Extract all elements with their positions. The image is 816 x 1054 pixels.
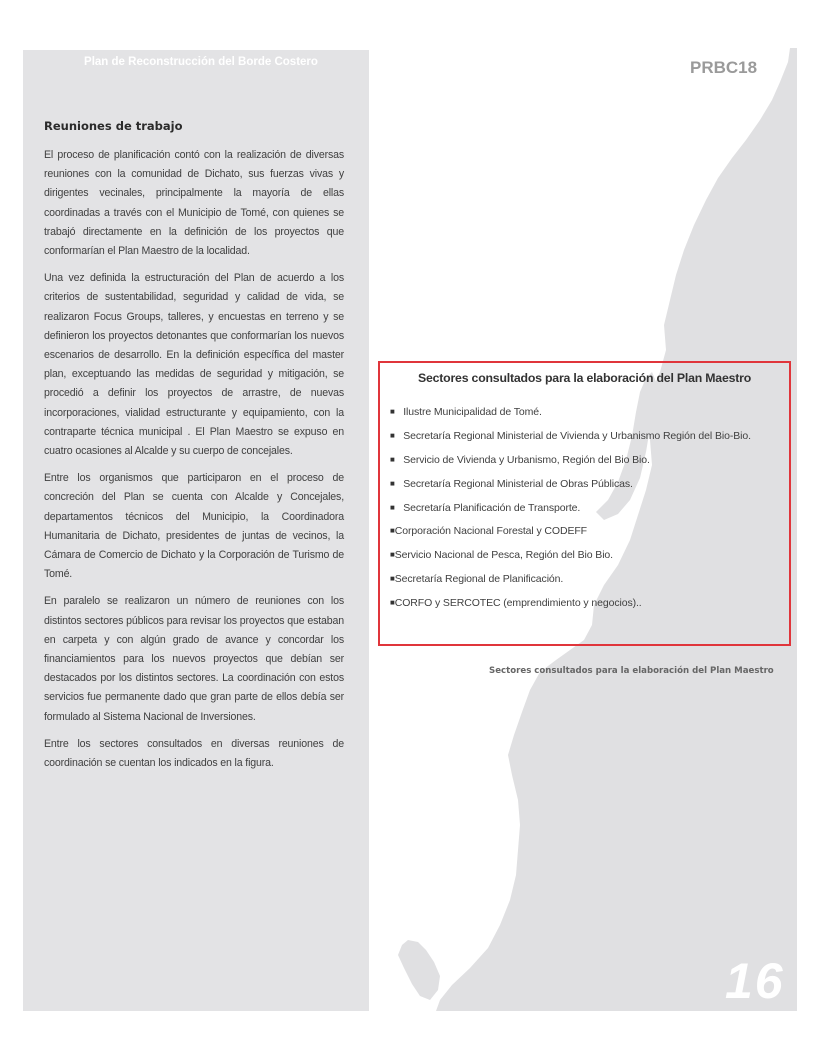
paragraph: Una vez definida la estructuración del Plan de acuerdo a los criterios de sustentabilidad, seguridad y calidad de vida, se realizaron Focus Groups, talleres, y encuestas en terreno y se definieron los proyectos detonantes que conformarían los nuevos escenarios de desarrollo. En la definición específica del master plan, exceptuando las medidas de seguridad y mitigación, se procedió a definir los proyectos de arrastre, de nuevas incorporaciones, vialidad estructurante y equipamiento, con la contraparte técnica municipal . El Plan Maestro se expuso en cuatro ocasiones al Alcalde y su cuerpo de concejales. <box>44 272 344 458</box>
list-item: ■Corporación Nacional Forestal y CODEFF <box>390 525 587 538</box>
document-title: Plan de Reconstrucción del Borde Costero <box>84 56 318 68</box>
list-item: ■ Servicio de Vivienda y Urbanismo, Región del Bio Bio. <box>390 453 650 466</box>
consulted-sectors-box <box>378 361 791 646</box>
list-item: ■ Secretaría Planificación de Transporte. <box>390 501 581 514</box>
island <box>398 940 440 1000</box>
list-item: ■Servicio Nacional de Pesca, Región del Bio Bio. <box>390 549 613 562</box>
list-item: ■ Ilustre Municipalidad de Tomé. <box>390 406 542 418</box>
paragraph: Entre los sectores consultados en diversas reuniones de coordinación se cuentan los indicados en la figura. <box>44 737 344 770</box>
paragraph: En paralelo se realizaron un número de reuniones con los distintos sectores públicos para revisar los proyectos que estaban en carpeta y con algún grado de avance y concordar los financiamientos para los nuevos proyectos que debían ser destacados por los distintos sectores. La coordinación con estos servicios fue permanente dado que gran parte de ellos debía ser formulado al Sistema Nacional de Inversiones. <box>44 595 344 723</box>
bullet-icon: ■ <box>390 550 395 560</box>
document-code: PRBC18 <box>690 58 758 77</box>
bullet-icon: ■ <box>390 407 395 416</box>
bullet-icon: ■ <box>390 502 395 512</box>
body-text <box>44 146 344 781</box>
page-number: 16 <box>725 953 785 1009</box>
figure-caption: Sectores consultados para la elaboración del Plan Maestro <box>489 666 774 676</box>
section-heading: Reuniones de trabajo <box>44 119 183 133</box>
list-item: ■ Secretaría Regional Ministerial de Vivienda y Urbanismo Región del Bio-Bio. <box>390 429 751 442</box>
box-title: Sectores consultados para la elaboración del Plan Maestro <box>417 371 752 385</box>
bullet-icon: ■ <box>390 598 395 608</box>
list-item: ■ Secretaría Regional Ministerial de Obras Públicas. <box>390 477 633 490</box>
paragraph: Entre los organismos que participaron en el proceso de concreción del Plan se cuenta con Alcalde y Concejales, departamentos técnicos del Municipio, la Coordinadora Humanitaria de Dichato, presidentes de juntas de vecinos, la Cámara de Comercio de Dichato y la Corporación de Turismo de Tomé. <box>44 472 344 581</box>
list-item: ■Secretaría Regional de Planificación. <box>390 573 564 586</box>
bullet-icon: ■ <box>390 574 395 584</box>
text-panel <box>23 50 369 1011</box>
bullet-icon: ■ <box>390 430 395 440</box>
list-item: ■CORFO y SERCOTEC (emprendimiento y negocios).. <box>390 597 642 610</box>
paragraph: El proceso de planificación contó con la realización de diversas reuniones con la comunidad de Dichato, sus fuerzas vivas y dirigentes vecinales, principalmente la mayoría de ellas coordinadas a través con el Municipio de Tomé, con quienes se trabajó directamente en la definición de los proyectos que conformarían el Plan Maestro de la localidad. <box>44 149 344 258</box>
bullet-icon: ■ <box>390 454 395 464</box>
bullet-icon: ■ <box>390 526 395 536</box>
consulted-sectors-list <box>390 406 751 621</box>
bullet-icon: ■ <box>390 478 395 488</box>
